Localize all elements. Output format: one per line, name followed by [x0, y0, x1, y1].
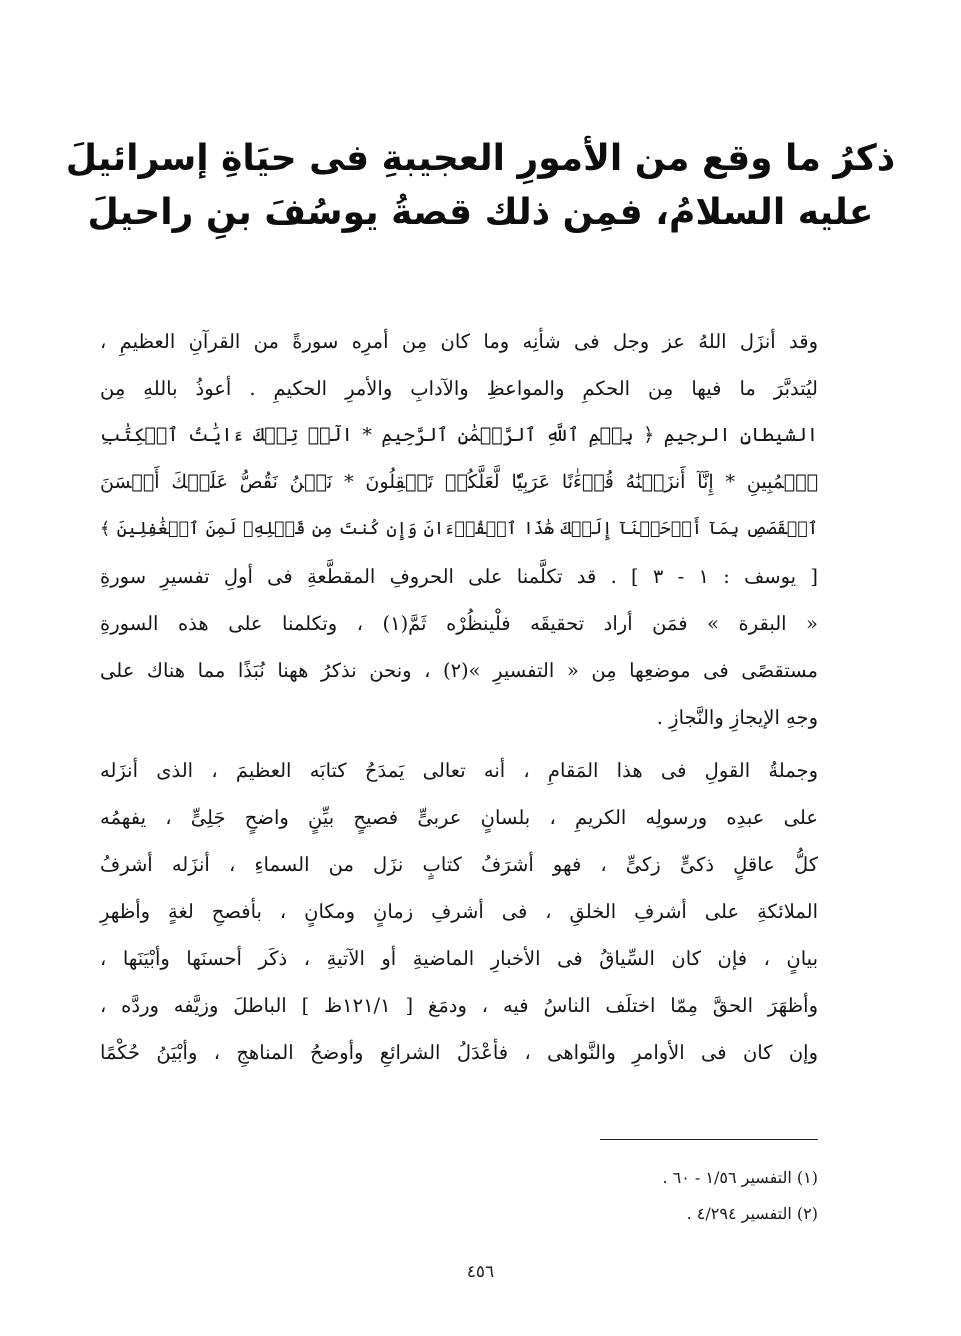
paragraph-1: [100, 318, 818, 741]
footnotes: [100, 1160, 818, 1232]
text-line: ليُتدبَّرَ ما فيها مِن الحكمِ والمواعظِ والآدابِ والأمرِ الحكيمِ . أعوذُ باللهِ مِن: [100, 377, 818, 400]
main-text: [100, 318, 818, 1076]
text-line: بيانٍ ، فإن كان السِّياقُ فى الأخبارِ الماضيةِ أو الآتيةِ ، ذكَر أحسنَها وأبْيَنَها ،: [100, 947, 818, 970]
footnote-separator: [600, 1139, 818, 1140]
quran-verse-line: ٱلۡمُبِينِ * إِنَّآ أَنزَلۡنَٰهُ قُرۡءَٰنًا عَرَبِيّٗا لَّعَلَّكُمۡ تَعۡقِلُونَ * نَحۡنُ نَقُصُّ عَلَيۡكَ أَحۡسَنَ: [100, 471, 818, 493]
page-number: ٤٥٦: [466, 1262, 495, 1282]
quran-verse-line: ٱلۡقَصَصِ بِمَآ أَوۡحَيۡنَآ إِلَيۡكَ هَٰذَا ٱلۡقُرۡءَانَ وَإِن كُنتَ مِن قَبۡلِهِۦ لَمِنَ ٱلۡغَٰفِلِينَ ﴾: [100, 519, 818, 539]
text-line: [ يوسف : ١ - ٣ ] . قد تكلَّمنا على الحروفِ المقطَّعةِ فى أولِ تفسيرِ سورةِ: [100, 565, 818, 588]
paragraph-2: [100, 747, 818, 1076]
text-line: الملائكةِ على أشرفِ الخلقِ ، فى أشرفِ زمانٍ ومكانٍ ، بأفصحِ لغةٍ وأظهرِ: [100, 900, 818, 923]
text-line: وقد أنزَل اللهُ عز وجل فى شأنِه وما كان مِن أمرِه سورةً من القرآنِ العظيمِ ،: [100, 330, 818, 353]
footnote-2: (٢) التفسير ٤/٢٩٤ .: [686, 1204, 818, 1223]
text-line: مستقصًى فى موضعِها مِن « التفسيرِ »(٢) ، ونحن نذكرُ ههنا نُبَذًا مما هناك على: [100, 659, 819, 682]
footnote-1: (١) التفسير ١/٥٦ - ٦٠ .: [662, 1168, 818, 1187]
text-line: كلُّ عاقلٍ ذكىٍّ زكىٍّ ، فهو أشرَفُ كتابٍ نزَل من السماءِ ، أنزَله أشرفُ: [100, 853, 818, 876]
text-line: على عبدِه ورسولِه الكريمِ ، بلسانٍ عربىٍّ فصيحٍ بيِّنٍ واضحٍ جَلِىٍّ ، يفهمُه: [100, 806, 818, 829]
text-line: « البقرة » فمَن أراد تحقيقَه فلْينظُرْه ثَمَّ(١) ، وتكلمنا على هذه السورةِ: [100, 612, 818, 635]
chapter-title: [60, 132, 901, 240]
text-line: وأظهَرَ الحقَّ مِمّا اختلَف الناسُ فيه ، ودمَغ [ ١٢١/١ظ ] الباطلَ وزيَّفه وردَّه ،: [100, 994, 818, 1017]
text-line: وجملةُ القولِ فى هذا المَقامِ ، أنه تعالى يَمدَحُ كتابَه العظيمَ ، الذى أنزَله: [100, 759, 818, 782]
text-line: وإن كان فى الأوامرِ والنَّواهى ، فأعْدَلُ الشرائعِ وأوضحُ المناهجِ ، وأبْيَنُ حُكْمًا: [100, 1041, 818, 1064]
quran-verse-line: الشيطانِ الرجيمِ ﴿ بِسۡمِ ٱللَّهِ ٱلرَّحۡمَٰنِ ٱلرَّحِيمِ * الٓرۚ تِلۡكَ ءَايَٰتُ ٱلۡكِتَٰبِ: [100, 424, 818, 446]
chapter-title-line-1: ذكرُ ما وقع من الأمورِ العجيبةِ فى حيَاةِ إسرائيلَ: [65, 138, 896, 179]
text-line: وجهِ الإيجازِ والنَّجازِ .: [656, 706, 818, 729]
chapter-title-line-2: عليه السلامُ، فمِن ذلك قصةُ يوسُفَ بنِ راحيلَ: [87, 192, 874, 233]
